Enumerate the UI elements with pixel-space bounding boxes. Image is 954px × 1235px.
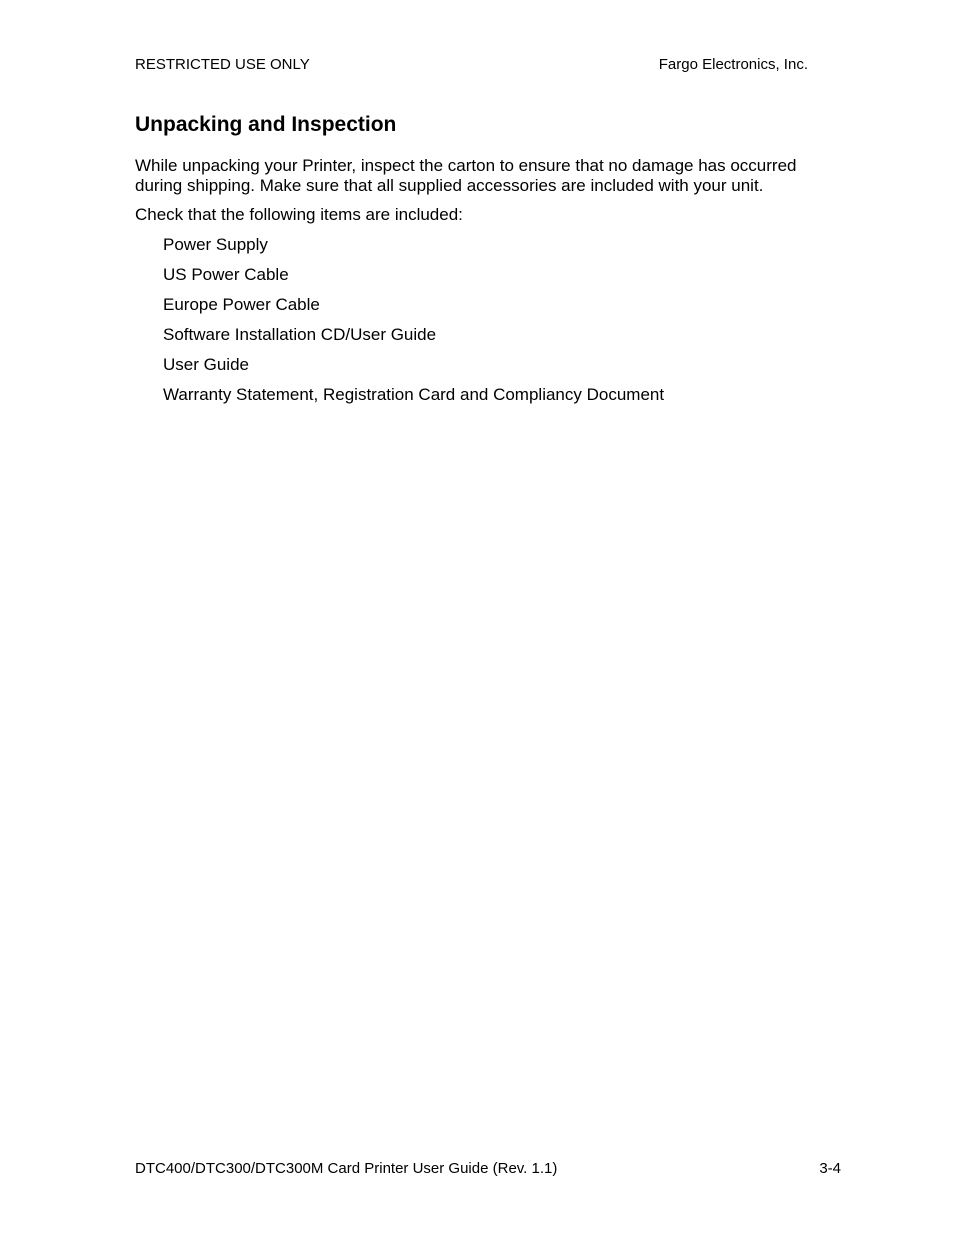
list-item: US Power Cable (163, 265, 289, 284)
header-restriction-notice: RESTRICTED USE ONLY (135, 56, 310, 73)
header-company-name: Fargo Electronics, Inc. (658, 56, 808, 73)
footer-page-number: 3-4 (819, 1160, 841, 1177)
intro-paragraph: While unpacking your Printer, inspect the carton to ensure that no damage has occurred during shipping. Make sure that all supplied accessories are included with your unit. (135, 156, 797, 195)
included-items-list (163, 235, 664, 415)
list-item: Software Installation CD/User Guide (163, 325, 437, 344)
list-item: Europe Power Cable (163, 295, 320, 314)
list-item: User Guide (163, 355, 249, 374)
footer-document-title: DTC400/DTC300/DTC300M Card Printer User Guide (Rev. 1.1) (135, 1160, 558, 1177)
section-title: Unpacking and Inspection (135, 113, 397, 136)
checklist-intro: Check that the following items are included: (135, 205, 463, 224)
list-item: Power Supply (163, 235, 268, 254)
list-item: Warranty Statement, Registration Card and Compliancy Document (163, 385, 665, 404)
